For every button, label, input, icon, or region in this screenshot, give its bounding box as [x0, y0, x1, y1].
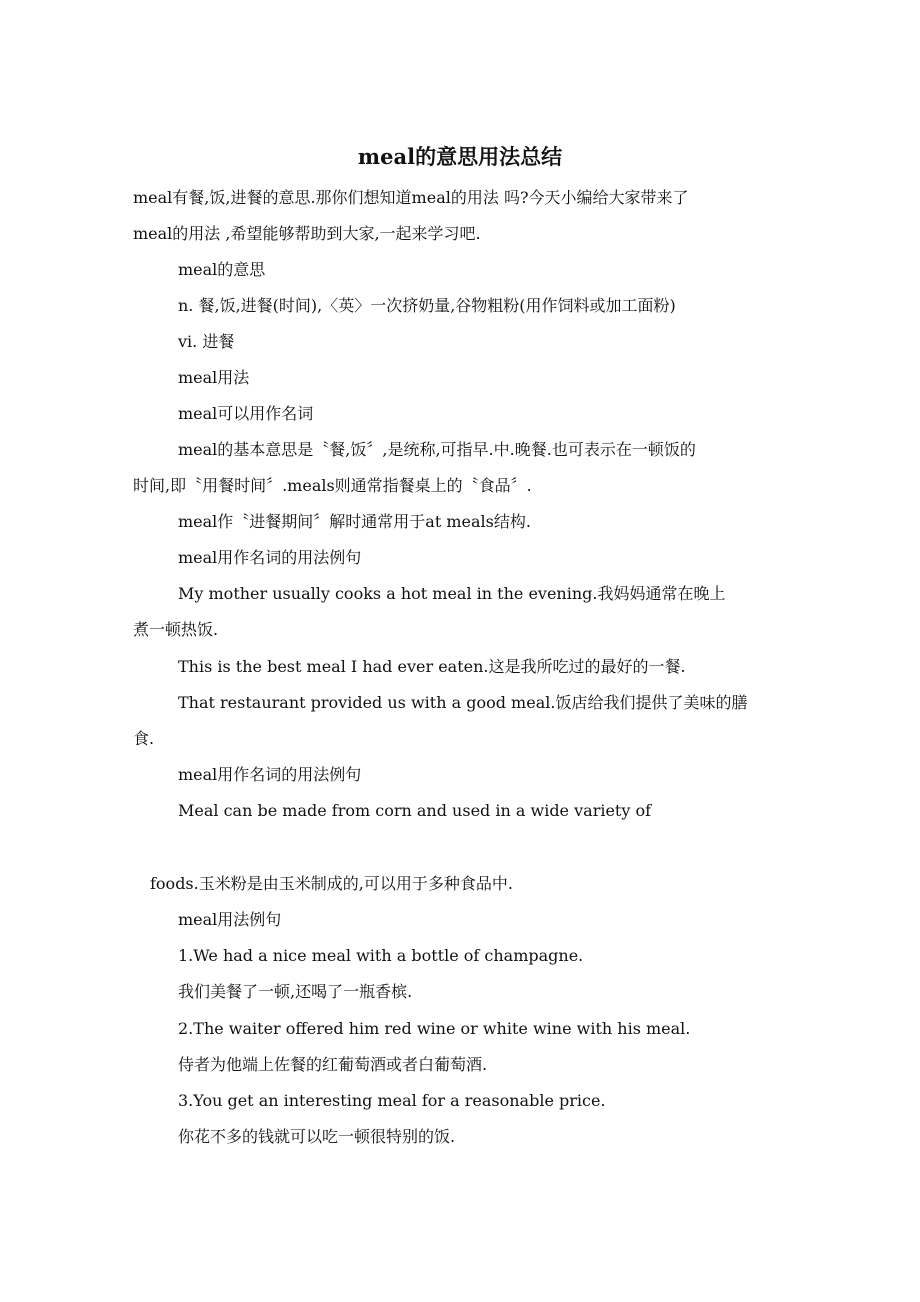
- text-line: My mother usually cooks a hot meal in the evening.我妈妈通常在晚上: [178, 584, 726, 603]
- text-line: meal用法例句: [178, 910, 282, 929]
- text-line: vi. 进餐: [178, 332, 235, 351]
- text-line: meal的意思: [178, 260, 266, 279]
- text-line: foods.玉米粉是由玉米制成的,可以用于多种食品中.: [150, 874, 513, 893]
- text-line: meal用作名词的用法例句: [178, 765, 362, 784]
- text-line: 食.: [133, 729, 155, 748]
- text-line: 煮一顿热饭.: [133, 620, 219, 639]
- text-line: meal的基本意思是〝餐,饭〞,是统称,可指早.中.晚餐.也可表示在一顿饭的: [178, 440, 696, 459]
- text-line: That restaurant provided us with a good meal.饭店给我们提供了美味的膳: [178, 693, 748, 712]
- text-line: 侍者为他端上佐餐的红葡萄酒或者白葡萄酒.: [178, 1055, 488, 1074]
- text-line: 2.The waiter offered him red wine or white wine with his meal.: [178, 1019, 691, 1038]
- text-line: 3.You get an interesting meal for a reasonable price.: [178, 1091, 606, 1110]
- text-line: meal用法: [178, 368, 250, 387]
- text-line: meal用作名词的用法例句: [178, 548, 362, 567]
- text-line: This is the best meal I had ever eaten.这是我所吃过的最好的一餐.: [178, 657, 686, 676]
- text-line: meal的用法 ,希望能够帮助到大家,一起来学习吧.: [133, 224, 481, 243]
- text-line: 你花不多的钱就可以吃一顿很特别的饭.: [178, 1127, 456, 1146]
- page-title: meal的意思用法总结: [357, 144, 563, 169]
- text-line: 1.We had a nice meal with a bottle of champagne.: [178, 946, 584, 965]
- text-line: meal有餐,饭,进餐的意思.那你们想知道meal的用法 吗?今天小编给大家带来了: [133, 188, 689, 207]
- text-line: Meal can be made from corn and used in a wide variety of: [178, 801, 652, 820]
- text-line: 我们美餐了一顿,还喝了一瓶香槟.: [178, 982, 413, 1001]
- text-line: n. 餐,饭,进餐(时间),〈英〉一次挤奶量,谷物粗粉(用作饲料或加工面粉): [178, 296, 676, 315]
- text-line: 时间,即〝用餐时间〞.meals则通常指餐桌上的〝食品〞.: [133, 476, 532, 495]
- text-line: meal可以用作名词: [178, 404, 314, 423]
- text-line: meal作〝进餐期间〞解时通常用于at meals结构.: [178, 512, 531, 531]
